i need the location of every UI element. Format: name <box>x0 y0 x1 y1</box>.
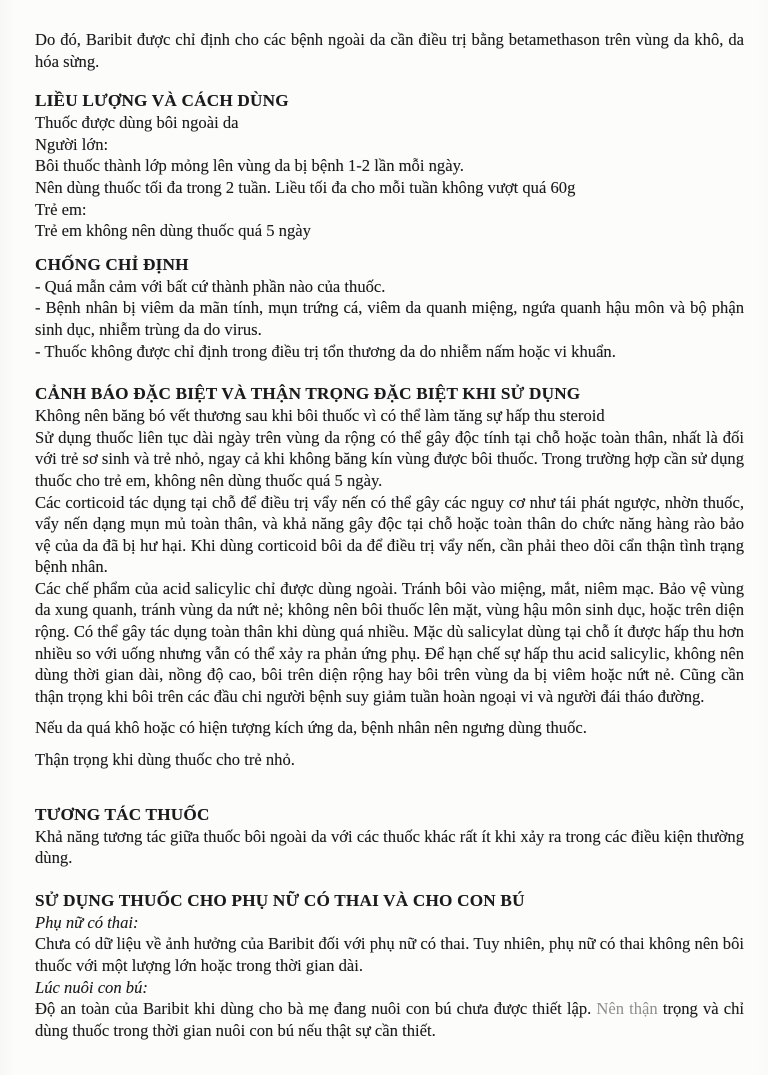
section-contraindications <box>35 254 744 362</box>
dosage-line: Người lớn: <box>35 134 109 154</box>
dosage-line: Trẻ em: <box>35 199 87 219</box>
lactation-text-rest: trọng và chỉ dùng thuốc trong thời gian nuôi con bú nếu thật sự cần thiết. <box>35 999 744 1040</box>
warnings-heading: CẢNH BÁO ĐẶC BIỆT VÀ THẬN TRỌNG ĐẶC BIỆT KHI SỬ DỤNG <box>35 384 581 404</box>
section-pregnancy-lactation <box>35 890 744 1042</box>
dosage-line: Bôi thuốc thành lớp mỏng lên vùng da bị bệnh 1-2 lần mỗi ngày. <box>35 156 464 176</box>
lactation-text-faded-scan: Nên thận <box>596 999 663 1019</box>
lactation-text-main: Độ an toàn của Baribit khi dùng cho bà mẹ đang nuôi con bú chưa được thiết lập. <box>35 999 597 1019</box>
dosage-line: Trẻ em không nên dùng thuốc quá 5 ngày <box>35 221 311 241</box>
interactions-paragraph: Khả năng tương tác giữa thuốc bôi ngoài da với các thuốc khác rất ít khi xảy ra trong các điều kiện thường dùng. <box>35 826 744 868</box>
warning-paragraph: Các corticoid tác dụng tại chỗ để điều trị vẩy nến có thể gây các nguy cơ như tái phát ngược, nhờn thuốc, vẩy nến dạng mụn mủ toàn thân, và khả năng gây độc tại chỗ hoặc toàn thân do chức năng hàng rào bảo vệ của da đã bị hư hại. Khi dùng corticoid bôi da để điều trị vẩy nến, cần phải theo dõi cẩn thận tình trạng bệnh nhân. <box>35 492 744 577</box>
interactions-heading: TƯƠNG TÁC THUỐC <box>35 804 210 824</box>
pregnant-women-paragraph: Chưa có dữ liệu về ảnh hưởng của Baribit đối với phụ nữ có thai. Tuy nhiên, phụ nữ có thai không nên bôi thuốc với một lượng lớn hoặc trong thời gian dài. <box>35 934 744 975</box>
warning-paragraph: Không nên băng bó vết thương sau khi bôi thuốc vì có thể làm tăng sự hấp thu steroid <box>35 406 605 426</box>
pregnant-women-label: Phụ nữ có thai: <box>35 912 139 932</box>
lactation-paragraph <box>35 998 744 1041</box>
pregnancy-heading: SỬ DỤNG THUỐC CHO PHỤ NỮ CÓ THAI VÀ CHO CON BÚ <box>35 890 525 910</box>
lactation-label: Lúc nuôi con bú: <box>35 977 148 997</box>
warning-paragraph: Sử dụng thuốc liên tục dài ngày trên vùng da rộng có thể gây độc tính tại chỗ hoặc toàn thân, nhất là đối với trẻ sơ sinh và trẻ nhỏ, ngay cả khi không băng kín vùng được bôi thuốc. Trong trường hợp cần sử dụng thuốc cho trẻ em, không nên dùng thuốc quá 5 ngày. <box>35 427 744 490</box>
warning-note-children: Thận trọng khi dùng thuốc cho trẻ nhỏ. <box>35 750 295 770</box>
contraindication-item: - Thuốc không được chỉ định trong điều trị tổn thương da do nhiễm nấm hoặc vi khuẩn. <box>35 341 616 361</box>
intro-paragraph: Do đó, Baribit được chỉ định cho các bệnh ngoài da cần điều trị bằng betamethason trên vùng da khô, da hóa sừng. <box>35 30 744 71</box>
contraindication-item: - Bệnh nhân bị viêm da mãn tính, mụn trứng cá, viêm da quanh miệng, ngứa quanh hậu môn và bộ phận sinh dục, nhiễm trùng da do virus. <box>35 298 744 339</box>
section-dosage <box>35 90 744 242</box>
section-interactions <box>35 804 744 869</box>
warning-note-dry-skin: Nếu da quá khô hoặc có hiện tượng kích ứng da, bệnh nhân nên ngưng dùng thuốc. <box>35 718 587 738</box>
contraindications-heading: CHỐNG CHỈ ĐỊNH <box>35 254 189 274</box>
contraindication-item: - Quá mẫn cảm với bất cứ thành phần nào của thuốc. <box>35 276 386 296</box>
warning-paragraph: Các chế phẩm của acid salicylic chỉ được dùng ngoài. Tránh bôi vào miệng, mắt, niêm mạc. Bảo vệ vùng da xung quanh, tránh vùng da nứt nẻ; không nên bôi thuốc lên mặt, vùng hậu môn sinh dục, hoặc trên diện rộng. Có thể gây tác dụng toàn thân khi dùng quá nhiều. Mặc dù salicylat dùng tại chỗ ít được hấp thu hơn nhiều so với uống nhưng vẫn có thể xảy ra phản ứng phụ. Để hạn chế sự hấp thu acid salicylic, không nên dùng thời gian dài, nồng độ cao, bôi trên diện rộng hay bôi trên vùng da bị viêm hoặc nứt nẻ. Cũng cần thận trọng khi bôi trên các đầu chi người bệnh suy giảm tuần hoàn ngoại vi và người đái tháo đường. <box>35 578 744 706</box>
dosage-line: Nên dùng thuốc tối đa trong 2 tuần. Liều tối đa cho mỗi tuần không vượt quá 60g <box>35 177 576 197</box>
section-warnings <box>35 383 744 771</box>
dosage-line: Thuốc được dùng bôi ngoài da <box>35 113 239 133</box>
dosage-heading: LIỀU LƯỢNG VÀ CÁCH DÙNG <box>35 91 289 111</box>
